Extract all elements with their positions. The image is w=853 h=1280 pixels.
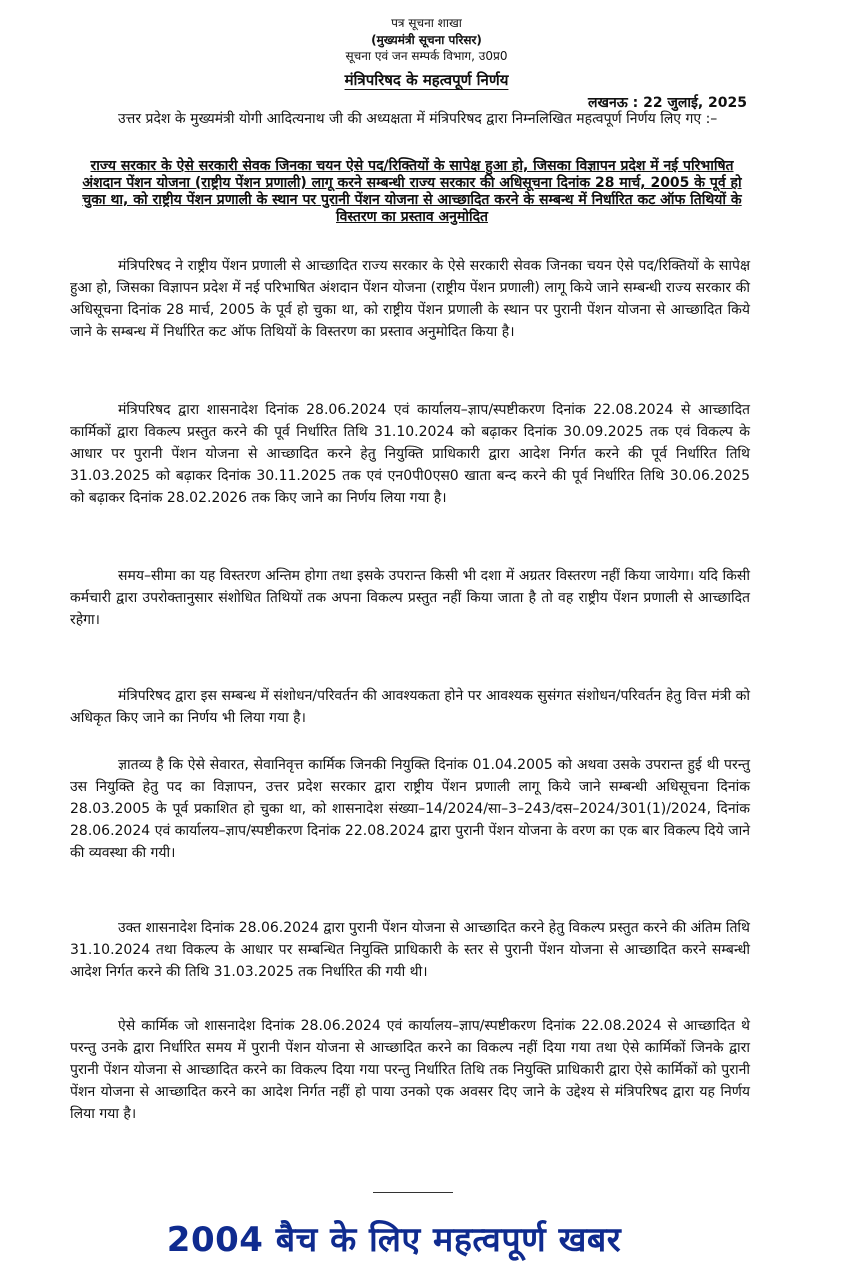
body-paragraph-7: ऐसे कार्मिक जो शासनादेश दिनांक 28.06.2024 एवं कार्यालय–ज्ञाप/स्पष्टीकरण दिनांक 22.08.2024 से आच्छादित थे परन्तु उनके द्वारा निर्धारित समय में पुरानी पेंशन योजना से आच्छादित करने का विकल्प नहीं दिया गया तथा ऐसे कार्मिकों जिनके द्वारा पुरानी पेंशन योजना से आच्छादित करने का विकल्प दिया गया परन्तु निर्धारित तिथि तक नियुक्ति प्राधिकारी द्वारा ऐसे कार्मिकों को पुरानी पेंशन योजना से आच्छादित करने का आदेश निर्गत नहीं हो पाया उनको एक अवसर दिए जाने के उद्देश्य से मंत्रिपरिषद द्वारा यह निर्णय लिया गया है। <box>70 1018 750 1122</box>
body-paragraph-2: मंत्रिपरिषद द्वारा शासनादेश दिनांक 28.06.2024 एवं कार्यालय–ज्ञाप/स्पष्टीकरण दिनांक 22.08.2024 से आच्छादित कार्मिकों द्वारा विकल्प प्रस्तुत करने की पूर्व निर्धारित तिथि 31.10.2024 को बढ़ाकर दिनांक 30.09.2025 तक एवं विकल्प के आधार पर पुरानी पेंशन योजना से आच्छादित करने हेतु नियुक्ति प्राधिकारी द्वारा आदेश निर्गत करने की पूर्व निर्धारित तिथि 31.03.2025 को बढ़ाकर दिनांक 30.11.2025 तक एवं एन0पी0एस0 खाता बन्द करने की पूर्व निर्धारित तिथि 30.06.2025 को बढ़ाकर दिनांक 28.02.2026 तक किए जाने का निर्णय लिया गया है। <box>70 402 750 506</box>
page-title-text: मंत्रिपरिषद के महत्वपूर्ण निर्णय <box>344 71 509 89</box>
page-title <box>0 70 853 90</box>
news-banner: 2004 बैच के लिए महत्वपूर्ण खबर <box>166 1220 622 1260</box>
body-paragraph-4: मंत्रिपरिषद द्वारा इस सम्बन्ध में संशोधन/परिवर्तन की आवश्यकता होने पर आवश्यक सुसंगत संशोधन/परिवर्तन हेतु वित्त मंत्री को अधिकृत किए जाने का निर्णय भी लिया गया है। <box>70 688 750 726</box>
decision-subheading <box>70 158 754 226</box>
decision-subheading-text: राज्य सरकार के ऐसे सरकारी सेवक जिनका चयन ऐसे पद/रिक्तियों के सापेक्ष हुआ हो, जिसका विज्ञापन प्रदेश में नई परिभाषित अंशदान पेंशन योजना (राष्ट्रीय पेंशन प्रणाली) लागू करने सम्बन्धी राज्य सरकार की अधिसूचना दिनांक 28 मार्च, 2005 के पूर्व हो चुका था, को राष्ट्रीय पेंशन प्रणाली के स्थान पर पुरानी पेंशन योजना से आच्छादित करने के सम्बन्ध में निर्धारित कट ऑफ तिथियों के विस्तरण का प्रस्ताव अनुमोदित <box>82 158 742 225</box>
body-paragraph-3: समय–सीमा का यह विस्तरण अन्तिम होगा तथा इसके उपरान्त किसी भी दशा में अग्रतर विस्तरण नहीं किया जायेगा। यदि किसी कर्मचारी द्वारा उपरोक्तानुसार संशोधित तिथियों तक अपना विकल्प प्रस्तुत नहीं किया जाता है तो वह राष्ट्रीय पेंशन प्रणाली से आच्छादित रहेगा। <box>70 568 750 628</box>
body-paragraph-5: ज्ञातव्य है कि ऐसे सेवारत, सेवानिवृत्त कार्मिक जिनकी नियुक्ति दिनांक 01.04.2005 को अथवा उसके उपरान्त हुई थी परन्तु उस नियुक्ति हेतु पद का विज्ञापन, उत्तर प्रदेश सरकार द्वारा राष्ट्रीय पेंशन प्रणाली लागू किये जाने सम्बन्धी अधिसूचना दिनांक 28.03.2005 के पूर्व प्रकाशित हो चुका था, को शासनादेश संख्या–14/2024/सा–3–243/दस–2024/301(1)/2024, दिनांक 28.06.2024 एवं कार्यालय–ज्ञाप/स्पष्टीकरण दिनांक 22.08.2024 द्वारा पुरानी पेंशन योजना के वरण का एक बार विकल्प दिये जाने की व्यवस्था की गयी। <box>70 757 750 861</box>
header-info-complex: (मुख्यमंत्री सूचना परिसर) <box>371 33 482 47</box>
body-paragraph-6: उक्त शासनादेश दिनांक 28.06.2024 द्वारा पुरानी पेंशन योजना से आच्छादित करने हेतु विकल्प प्रस्तुत करने की अंतिम तिथि 31.10.2024 तथा विकल्प के आधार पर सम्बन्धित नियुक्ति प्राधिकारी के स्तर से पुरानी पेंशन योजना से आच्छादित करने सम्बन्धी आदेश निर्गत करने की तिथि 31.03.2025 तक निर्धारित की गयी थी। <box>70 920 750 980</box>
dateline: लखनऊ : 22 जुलाई, 2025 <box>588 95 747 111</box>
intro-paragraph: उत्तर प्रदेश के मुख्यमंत्री योगी आदित्यनाथ जी की अध्यक्षता में मंत्रिपरिषद द्वारा निम्नलिखित महत्वपूर्ण निर्णय लिए गए :– <box>118 111 718 127</box>
header-dept-branch: पत्र सूचना शाखा <box>391 16 462 30</box>
body-paragraph-1: मंत्रिपरिषद ने राष्ट्रीय पेंशन प्रणाली से आच्छादित राज्य सरकार के ऐसे सरकारी सेवक जिनका चयन ऐसे पद/रिक्तियों के सापेक्ष हुआ हो, जिसका विज्ञापन प्रदेश में नई परिभाषित अंशदान पेंशन योजना (राष्ट्रीय पेंशन प्रणाली) लागू किये जाने सम्बन्धी राज्य सरकार की अधिसूचना दिनांक 28 मार्च, 2005 के पूर्व हो चुका था, को राष्ट्रीय पेंशन प्रणाली के स्थान पर पुरानी पेंशन योजना से आच्छादित किये जाने के सम्बन्ध में निर्धारित कट ऑफ तिथियों के विस्तरण का प्रस्ताव अनुमोदित किया है। <box>70 258 750 340</box>
header-department: सूचना एवं जन सम्पर्क विभाग, उ0प्र0 <box>345 49 508 63</box>
end-divider <box>373 1192 453 1193</box>
